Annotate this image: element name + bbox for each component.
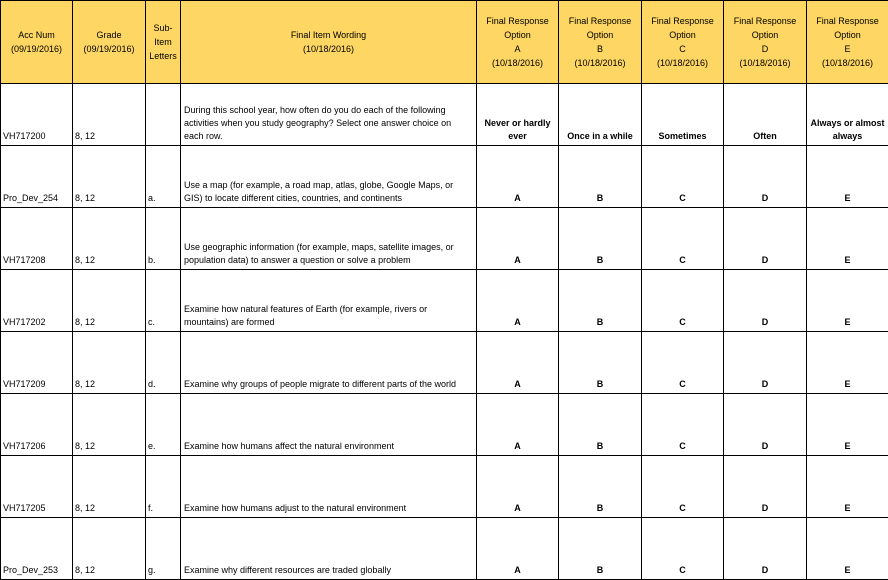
sub-item-cell: c. xyxy=(146,270,181,332)
option-c-cell: C xyxy=(642,456,724,518)
table-row xyxy=(1,456,888,518)
option-a-cell: A xyxy=(477,146,559,208)
option-d-cell: D xyxy=(724,394,807,456)
acc-num-cell: Pro_Dev_253 xyxy=(1,518,73,580)
option-a-cell: A xyxy=(477,208,559,270)
sub-item-cell: a. xyxy=(146,146,181,208)
option-d-cell: D xyxy=(724,270,807,332)
acc-num-cell: VH717209 xyxy=(1,332,73,394)
wording-cell: Use a map (for example, a road map, atlas, globe, Google Maps, or GIS) to locate different cities, countries, and continents xyxy=(181,146,477,208)
grade-cell: 8, 12 xyxy=(73,146,146,208)
table-row xyxy=(1,208,888,270)
wording-cell: Examine how humans adjust to the natural environment xyxy=(181,456,477,518)
grade-cell: 8, 12 xyxy=(73,518,146,580)
option-c-cell: C xyxy=(642,518,724,580)
grade-cell: 8, 12 xyxy=(73,208,146,270)
sub-item-cell: d. xyxy=(146,332,181,394)
option-e-cell: E xyxy=(807,208,888,270)
option-d-cell: D xyxy=(724,518,807,580)
header-option-a: Final Response Option A (10/18/2016) xyxy=(477,1,559,84)
option-b-cell: B xyxy=(559,518,642,580)
wording-cell: Use geographic information (for example, maps, satellite images, or population data) to answer a question or solve a problem xyxy=(181,208,477,270)
header-grade: Grade (09/19/2016) xyxy=(73,1,146,84)
option-c-cell: C xyxy=(642,332,724,394)
table-row xyxy=(1,394,888,456)
table-row xyxy=(1,84,888,146)
option-c-cell: C xyxy=(642,270,724,332)
header-option-c: Final Response Option C (10/18/2016) xyxy=(642,1,724,84)
option-e-cell: E xyxy=(807,270,888,332)
option-d-cell: Often xyxy=(724,84,807,146)
sub-item-cell: e. xyxy=(146,394,181,456)
wording-cell: Examine why different resources are traded globally xyxy=(181,518,477,580)
option-c-cell: Sometimes xyxy=(642,84,724,146)
option-a-cell: A xyxy=(477,394,559,456)
sub-item-cell: f. xyxy=(146,456,181,518)
acc-num-cell: VH717205 xyxy=(1,456,73,518)
acc-num-cell: VH717202 xyxy=(1,270,73,332)
option-e-cell: E xyxy=(807,518,888,580)
header-row xyxy=(1,1,888,84)
option-b-cell: B xyxy=(559,332,642,394)
option-d-cell: D xyxy=(724,146,807,208)
header-option-d: Final Response Option D (10/18/2016) xyxy=(724,1,807,84)
acc-num-cell: VH717208 xyxy=(1,208,73,270)
acc-num-cell: VH717200 xyxy=(1,84,73,146)
sub-item-cell: g. xyxy=(146,518,181,580)
option-e-cell: E xyxy=(807,146,888,208)
header-acc-num: Acc Num (09/19/2016) xyxy=(1,1,73,84)
option-b-cell: B xyxy=(559,208,642,270)
acc-num-cell: Pro_Dev_254 xyxy=(1,146,73,208)
option-c-cell: C xyxy=(642,146,724,208)
option-b-cell: B xyxy=(559,270,642,332)
option-a-cell: A xyxy=(477,456,559,518)
table-row xyxy=(1,332,888,394)
option-b-cell: Once in a while xyxy=(559,84,642,146)
grade-cell: 8, 12 xyxy=(73,270,146,332)
option-a-cell: Never or hardly ever xyxy=(477,84,559,146)
grade-cell: 8, 12 xyxy=(73,456,146,518)
option-c-cell: C xyxy=(642,394,724,456)
sub-item-cell xyxy=(146,84,181,146)
option-e-cell: E xyxy=(807,332,888,394)
option-b-cell: B xyxy=(559,456,642,518)
table-row xyxy=(1,270,888,332)
option-a-cell: A xyxy=(477,270,559,332)
option-d-cell: D xyxy=(724,208,807,270)
option-e-cell: E xyxy=(807,456,888,518)
wording-cell: Examine why groups of people migrate to different parts of the world xyxy=(181,332,477,394)
header-sub-item: Sub- Item Letters xyxy=(146,1,181,84)
table-row xyxy=(1,146,888,208)
option-a-cell: A xyxy=(477,332,559,394)
header-option-b: Final Response Option B (10/18/2016) xyxy=(559,1,642,84)
grade-cell: 8, 12 xyxy=(73,84,146,146)
option-e-cell: E xyxy=(807,394,888,456)
wording-cell: During this school year, how often do you do each of the following activities when you study geography? Select one answer choice on each row. xyxy=(181,84,477,146)
wording-cell: Examine how natural features of Earth (for example, rivers or mountains) are formed xyxy=(181,270,477,332)
option-a-cell: A xyxy=(477,518,559,580)
option-b-cell: B xyxy=(559,146,642,208)
acc-num-cell: VH717206 xyxy=(1,394,73,456)
grade-cell: 8, 12 xyxy=(73,332,146,394)
option-e-cell: Always or almost always xyxy=(807,84,888,146)
grade-cell: 8, 12 xyxy=(73,394,146,456)
wording-cell: Examine how humans affect the natural environment xyxy=(181,394,477,456)
option-d-cell: D xyxy=(724,332,807,394)
option-b-cell: B xyxy=(559,394,642,456)
option-d-cell: D xyxy=(724,456,807,518)
sub-item-cell: b. xyxy=(146,208,181,270)
header-option-e: Final Response Option E (10/18/2016) xyxy=(807,1,888,84)
table-row xyxy=(1,518,888,580)
header-wording: Final Item Wording (10/18/2016) xyxy=(181,1,477,84)
option-c-cell: C xyxy=(642,208,724,270)
